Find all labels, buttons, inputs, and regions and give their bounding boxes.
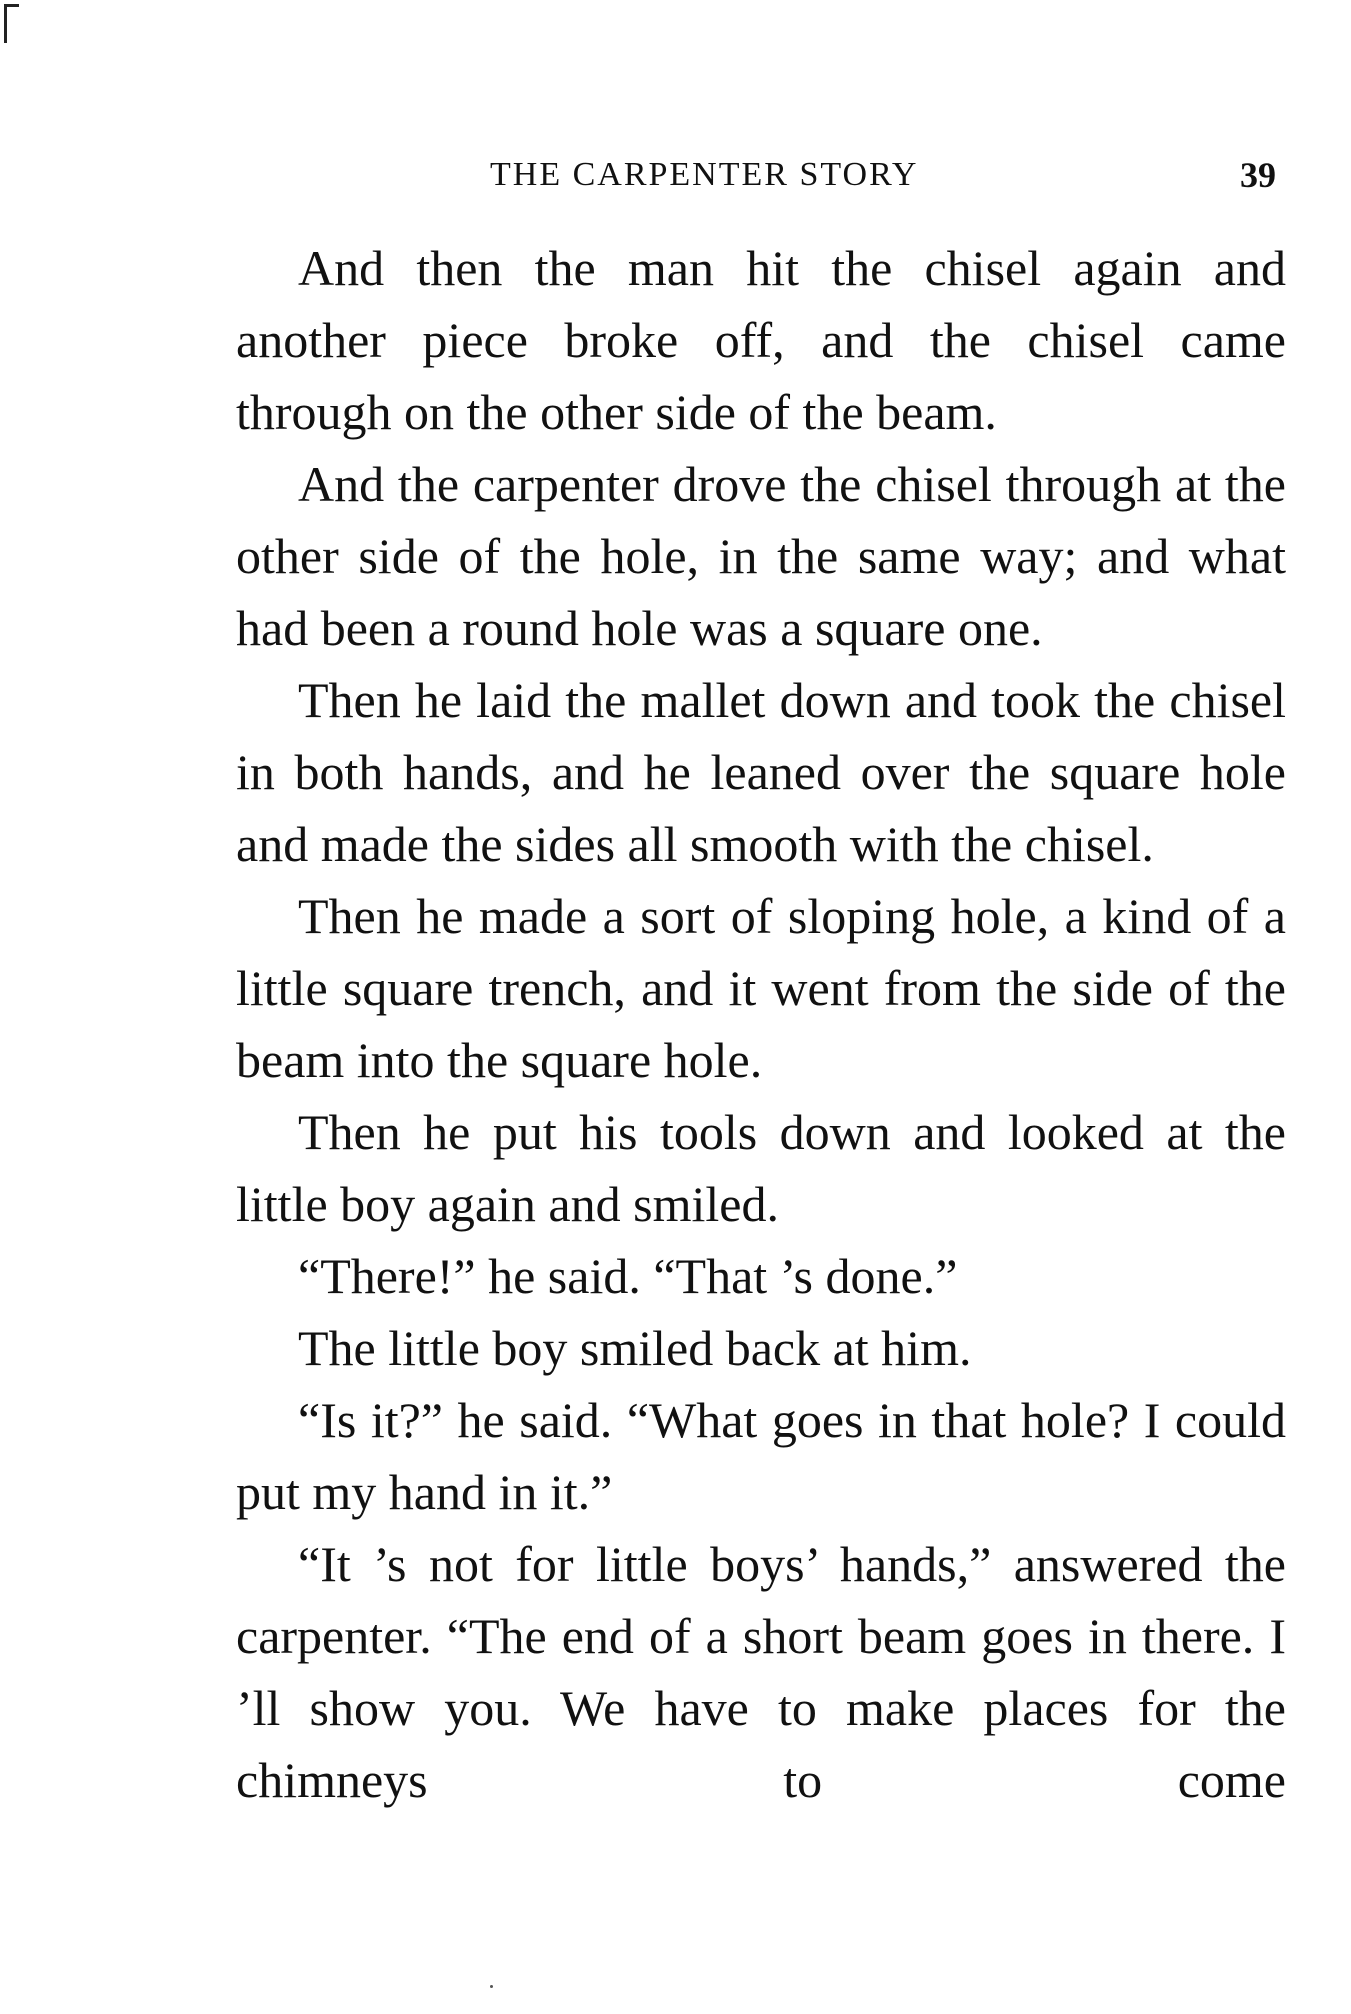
paragraph: “Is it?” he said. “What goes in that hole? I could put my hand in it.” (236, 1392, 1286, 1520)
paragraph: And then the man hit the chisel again and another piece broke off, and the chisel came through on the other side of the beam. (236, 240, 1286, 440)
running-header (0, 150, 1351, 200)
paragraph: “There!” he said. “That ’s done.” (298, 1248, 958, 1304)
paragraph: The little boy smiled back at him. (298, 1320, 972, 1376)
paragraph: Then he made a sort of sloping hole, a kind of a little square trench, and it went from the side of the beam into the square hole. (236, 888, 1286, 1088)
page-number: 39 (1240, 155, 1276, 195)
paragraph: Then he put his tools down and looked at the little boy again and smiled. (236, 1104, 1286, 1232)
scan-speck (490, 1985, 493, 1988)
paragraph: Then he laid the mallet down and took the chisel in both hands, and he leaned over the square hole and made the sides all smooth with the chisel. (236, 672, 1286, 872)
body-text (236, 232, 1286, 1816)
running-title: THE CARPENTER STORY (490, 156, 919, 193)
paragraph: “It ’s not for little boys’ hands,” answered the carpenter. “The end of a short beam goes in there. I ’ll show you. We have to make places for the chimneys to come (236, 1536, 1286, 1808)
scan-corner-mark (4, 4, 19, 43)
paragraph: And the carpenter drove the chisel through at the other side of the hole, in the same way; and what had been a round hole was a square one. (236, 456, 1286, 656)
